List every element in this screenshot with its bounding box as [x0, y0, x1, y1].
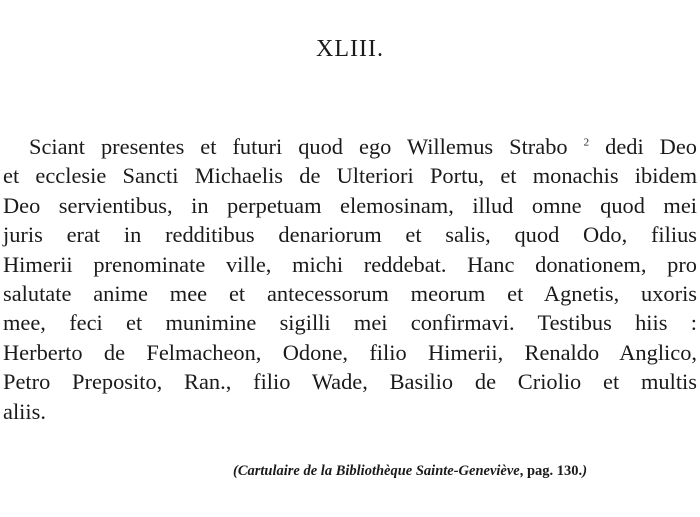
text-line-content: dedi Deo — [589, 134, 697, 159]
text-line: aliis. — [3, 398, 46, 424]
text-line — [3, 132, 697, 161]
citation-open-paren: ( — [232, 463, 238, 479]
text-line: Petro Preposito, Ran., filio Wade, Basilio de Criolio et multis — [3, 369, 697, 395]
text-line: Himerii prenominate ville, michi reddebat. Hanc donationem, pro — [3, 251, 697, 277]
text-line: Herberto de Felmacheon, Odone, filio Himerii, Renaldo Anglico, — [3, 339, 697, 365]
citation-close-paren: ) — [582, 463, 588, 479]
text-line: salutate anime mee et antecessorum meorum et Agnetis, uxoris — [3, 280, 697, 306]
citation-title: Cartulaire de la Bibliothèque Sainte-Geneviève — [237, 463, 520, 479]
footnote-marker: 2 — [583, 136, 590, 149]
charter-number: XLIII. — [316, 36, 384, 62]
text-line: Deo servientibus, in perpetuam elemosinam, illud omne quod mei — [3, 192, 697, 218]
source-citation — [0, 460, 700, 482]
citation-page: , pag. 130. — [519, 463, 583, 479]
text-line: et ecclesie Sancti Michaelis de Ulteriori Portu, et monachis ibidem — [3, 163, 697, 189]
text-line: juris erat in redditibus denariorum et salis, quod Odo, filius — [3, 222, 697, 248]
text-line: mee, feci et munimine sigilli mei confirmavi. Testibus hiis : — [3, 310, 697, 336]
charter-text — [3, 132, 697, 426]
text-line-content: Sciant presentes et futuri quod ego Willemus Strabo — [29, 134, 584, 159]
